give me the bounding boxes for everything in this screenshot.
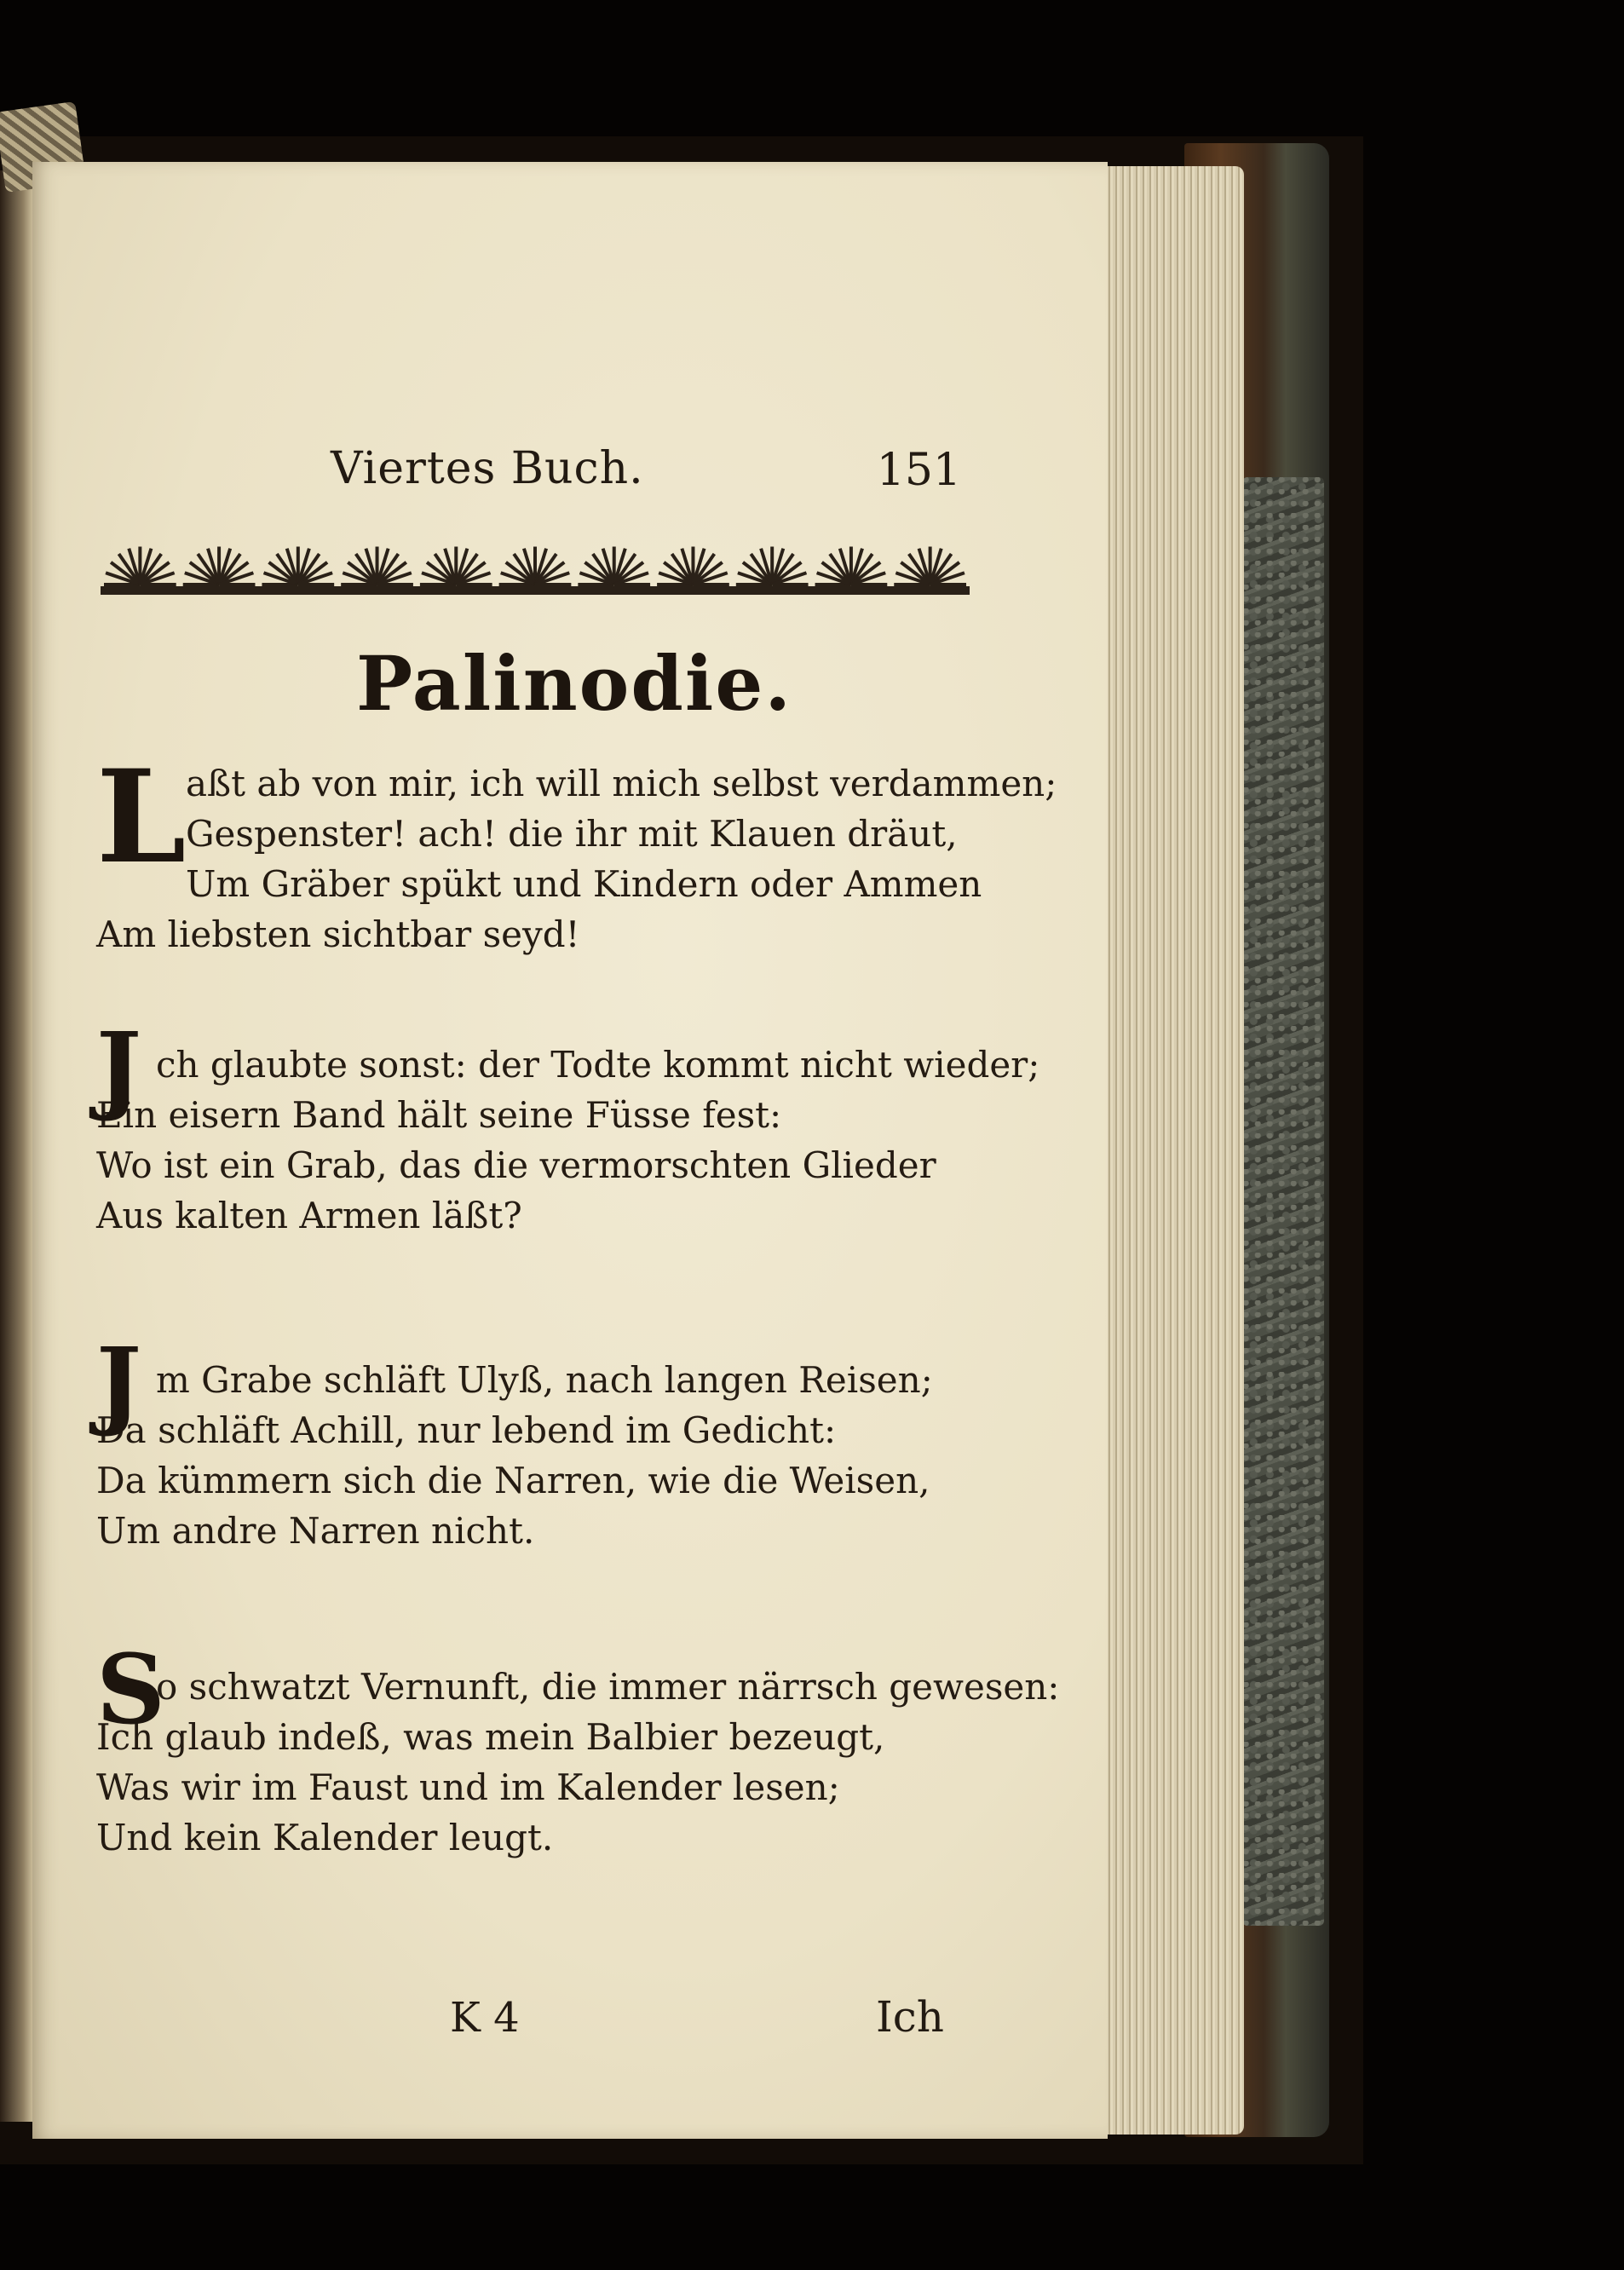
verse-line: Am liebsten sichtbar seyd! <box>96 913 580 955</box>
verse-line-text: o schwatzt Vernunft, die immer närrsch gewesen: <box>156 1666 1060 1708</box>
catchword: Ich <box>876 1992 944 2042</box>
stanza-2 <box>96 1012 1040 1241</box>
signature-mark: K 4 <box>450 1994 520 2042</box>
drop-cap: J <box>96 1328 141 1439</box>
page-number: 151 <box>876 445 961 496</box>
verse-line: Und kein Kalender leugt. <box>96 1817 554 1858</box>
running-head <box>331 443 961 511</box>
verse-line: Da kümmern sich die Narren, wie die Weisen, <box>96 1460 930 1501</box>
verse-line: Aus kalten Armen läßt? <box>96 1195 522 1236</box>
left-page-edge <box>0 170 32 2122</box>
verse-line: Was wir im Faust und im Kalender lesen; <box>96 1766 840 1808</box>
drop-cap: S <box>96 1634 165 1746</box>
stanza-1 <box>96 742 1057 959</box>
verse-line: Ein eisern Band hält seine Füsse fest: <box>96 1094 782 1136</box>
verse-line: Um andre Narren nicht. <box>96 1510 535 1552</box>
verse-line: Wo ist ein Grab, das die vermorschten Glieder <box>96 1144 936 1186</box>
marbled-cover <box>1242 477 1324 1926</box>
stanza-3 <box>96 1328 974 1556</box>
ornament-band <box>101 535 970 595</box>
poem-title: Palinodie. <box>356 639 792 728</box>
verse-line-text: ch glaubte sonst: der Todte kommt nicht wieder; <box>156 1044 1040 1086</box>
running-title: Viertes Buch. <box>331 443 644 494</box>
verse-line-text: m Grabe schläft Ulyß, nach langen Reisen; <box>156 1359 933 1401</box>
drop-cap: L <box>96 742 187 892</box>
verse-line: Ich glaub indeß, was mein Balbier bezeugt, <box>96 1716 885 1758</box>
ornament-fan-icon <box>101 535 970 595</box>
verse-line: Gespenster! ach! die ihr mit Klauen dräut, <box>186 813 958 855</box>
page-edges <box>1099 166 1244 2135</box>
stanza-4 <box>96 1634 1060 1863</box>
verse-line: aßt ab von mir, ich will mich selbst verdammen; <box>186 763 1057 804</box>
drop-cap: J <box>96 1012 141 1124</box>
verse-line: Um Gräber spükt und Kindern oder Ammen <box>186 863 982 905</box>
book-page <box>32 162 1108 2139</box>
verse-line: Da schläft Achill, nur lebend im Gedicht: <box>96 1409 837 1451</box>
